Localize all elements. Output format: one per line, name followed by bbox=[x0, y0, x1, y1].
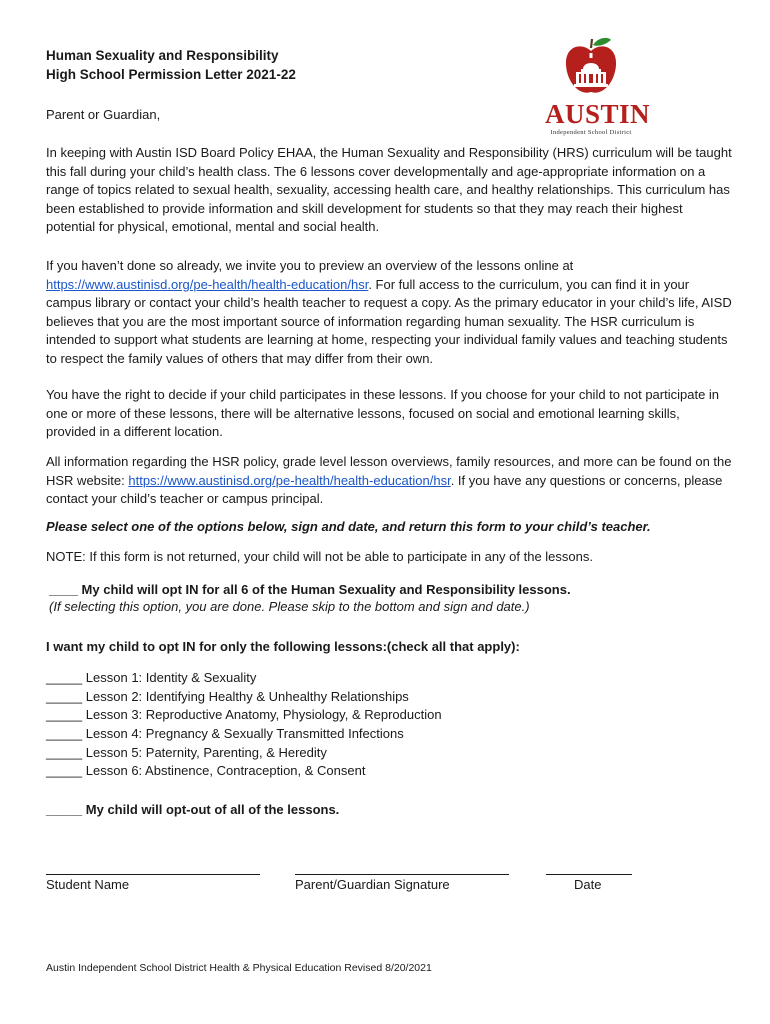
list-item bbox=[46, 669, 442, 688]
resources-paragraph bbox=[46, 453, 732, 509]
date-line[interactable] bbox=[546, 874, 632, 875]
resources-text-before: All information regarding the HSR policy, grade level lesson overviews, family resources, and more can be found on the HSR website: bbox=[46, 454, 732, 488]
preview-text-after: . For full access to the curriculum, you can find it in your campus library or contact your child’s health teacher to request a copy. As the primary educator in your child’s life, AISD believes that you are the most important source of information regarding human sexuality. The HSR curriculum is intended to support what students are learning at home, respecting your individual family values and teaching students to respect the family values of others that may differ from their own. bbox=[46, 276, 732, 366]
list-item bbox=[46, 706, 442, 725]
preview-paragraph bbox=[46, 257, 732, 368]
hsr-website-link[interactable]: https://www.austinisd.org/pe-health/health-education/hsr bbox=[128, 472, 451, 488]
lesson-label: Lesson 4: Pregnancy & Sexually Transmitted Infections bbox=[85, 726, 404, 742]
logo-wordmark: AUSTIN bbox=[545, 99, 651, 129]
lesson-label: Lesson 2: Identifying Healthy & Unhealthy Relationships bbox=[85, 688, 409, 704]
logo-subtitle: Independent School District bbox=[550, 129, 632, 136]
note-text: NOTE: If this form is not returned, your child will not be able to participate in any of the lessons. bbox=[46, 549, 593, 564]
student-name-label: Student Name bbox=[46, 877, 130, 892]
curriculum-link[interactable]: https://www.austinisd.org/pe-health/health-education/hsr bbox=[46, 276, 369, 292]
opt-in-all-option bbox=[49, 581, 571, 600]
list-item bbox=[46, 762, 442, 781]
lesson-label: Lesson 3: Reproductive Anatomy, Physiology, & Reproduction bbox=[85, 707, 442, 723]
lesson-label: Lesson 5: Paternity, Parenting, & Heredity bbox=[85, 744, 327, 760]
opt-in-all-note: (If selecting this option, you are done. Please skip to the bottom and sign and date.) bbox=[49, 599, 530, 614]
student-name-line[interactable] bbox=[46, 874, 260, 875]
list-item bbox=[46, 725, 442, 744]
title-line-2: High School Permission Letter 2021-22 bbox=[46, 67, 296, 82]
opt-in-some-heading: I want my child to opt IN for only the following lessons:(check all that apply): bbox=[46, 639, 520, 654]
parent-signature-line[interactable] bbox=[295, 874, 509, 875]
lesson-blank[interactable]: _____ bbox=[46, 744, 83, 760]
lesson-label: Lesson 6: Abstinence, Contraception, & Consent bbox=[85, 763, 366, 779]
resources-text-after: . If you have any questions or concerns, please contact your child’s teacher or campus principal. bbox=[46, 472, 723, 506]
document-title bbox=[46, 46, 296, 84]
lesson-list bbox=[46, 669, 442, 781]
salutation: Parent or Guardian, bbox=[46, 107, 161, 122]
title-line-1: Human Sexuality and Responsibility bbox=[46, 48, 279, 63]
opt-out-label: My child will opt-out of all of the lessons. bbox=[85, 802, 340, 817]
list-item bbox=[46, 688, 442, 707]
opt-in-all-blank[interactable]: ____ bbox=[49, 582, 78, 597]
opt-in-all-label: My child will opt IN for all 6 of the Human Sexuality and Responsibility lessons. bbox=[81, 582, 571, 597]
apple-icon bbox=[545, 36, 637, 98]
date-label: Date bbox=[574, 877, 602, 892]
lesson-blank[interactable]: _____ bbox=[46, 688, 83, 704]
lesson-label: Lesson 1: Identity & Sexuality bbox=[85, 670, 257, 685]
lesson-blank[interactable]: _____ bbox=[46, 726, 83, 742]
rights-paragraph: You have the right to decide if your child participates in these lessons. If you choose for your child to not participate in one or more of these lessons, there will be alternative lessons, focused on social and emotional learning skills, provided in a different location. bbox=[46, 387, 720, 439]
opt-out-blank[interactable]: _____ bbox=[46, 802, 83, 817]
opt-out-option bbox=[46, 801, 339, 820]
instruction-text: Please select one of the options below, sign and date, and return this form to your child’s teacher. bbox=[46, 519, 651, 534]
lesson-blank[interactable]: _____ bbox=[46, 670, 83, 685]
parent-signature-label: Parent/Guardian Signature bbox=[295, 877, 450, 892]
footer-text: Austin Independent School District Health & Physical Education Revised 8/20/2021 bbox=[46, 962, 432, 974]
list-item bbox=[46, 744, 442, 763]
lesson-blank[interactable]: _____ bbox=[46, 763, 83, 779]
intro-paragraph: In keeping with Austin ISD Board Policy EHAA, the Human Sexuality and Responsibility (HRS) curriculum will be taught this fall during your child’s health class. The 6 lessons cover developmentally and age-appropriate information on a range of topics related to sexual health, sexuality, accessing health care, and healthy relationships. This curriculum has been established to provide information and skill development for students so that they may reach their highest potential for physical, emotional, mental and social health. bbox=[46, 145, 732, 234]
preview-text-before: If you haven’t done so already, we invite you to preview an overview of the lessons online at bbox=[46, 258, 574, 273]
lesson-blank[interactable]: _____ bbox=[46, 707, 83, 723]
